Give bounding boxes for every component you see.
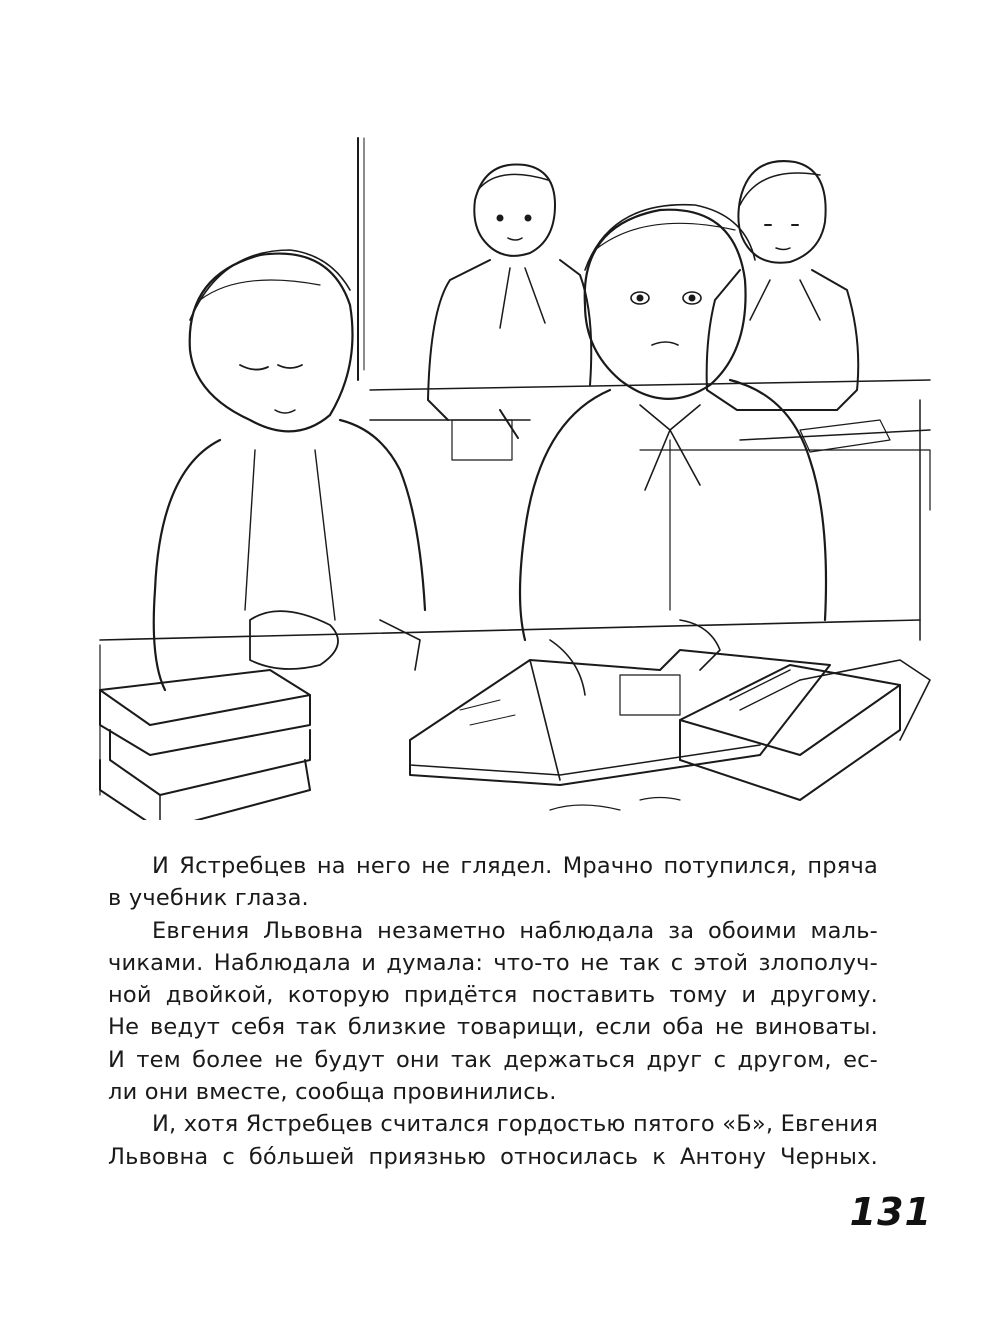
text-line: И Ястребцев на него не глядел. Мрачно потупился, пряча [152, 853, 878, 879]
back-boy-figure [428, 164, 591, 460]
back-girl-figure [707, 161, 890, 452]
text-line: Не ведут себя так близкие товарищи, если оба не виноваты. [108, 1014, 878, 1041]
left-boy-figure [154, 250, 425, 690]
paragraph-3 [108, 1108, 878, 1173]
text-line: Львовна с бóльшей приязнью относилась к Антону Черных. [108, 1143, 878, 1170]
text-line: ли они вместе, сообща провинились. [108, 1079, 557, 1106]
paragraph-1 [108, 850, 878, 915]
text-line: в учебник глаза. [108, 885, 309, 912]
classroom-illustration [80, 120, 940, 820]
book-stack-left [100, 670, 310, 820]
text-line: ной двойкой, которую придётся поставить тому и другому. [108, 982, 878, 1009]
text-line: И тем более не будут они так держаться друг с другом, ес- [108, 1046, 878, 1073]
paragraph-2 [108, 915, 878, 1109]
book-stack-right [680, 660, 930, 800]
text-line: И, хотя Ястребцев считался гордостью пятого «Б», Евгения [152, 1111, 878, 1138]
open-book [410, 650, 830, 785]
page-number: 131 [849, 1190, 932, 1234]
text-line: Евгения Львовна незаметно наблюдала за обоими маль- [152, 917, 878, 944]
body-text [108, 850, 878, 1173]
text-line: чиками. Наблюдала и думала: что-то не так с этой злополуч- [108, 949, 878, 976]
